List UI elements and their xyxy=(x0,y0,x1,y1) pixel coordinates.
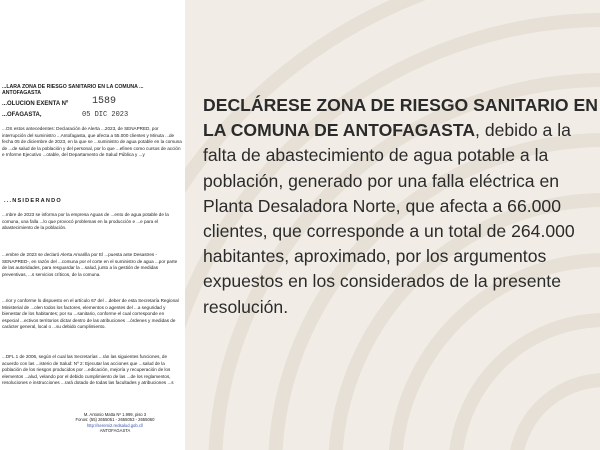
resolution-document-scan xyxy=(0,0,185,450)
document-header: ...LARA ZONA DE RIESGO SANITARIO EN LA COMUNA ... ANTOFAGASTA xyxy=(2,84,144,97)
resolution-statement xyxy=(203,93,598,320)
resolution-label: ...OLUCION EXENTA Nº xyxy=(2,101,69,107)
resolution-number: 1589 xyxy=(92,96,117,107)
document-footer-address xyxy=(60,412,170,434)
statement-bold: DECLÁRESE ZONA DE RIESGO SANITARIO EN LA COMUNA DE ANTOFAGASTA xyxy=(203,95,598,141)
address-link: http://seremi2.redsalud.gob.cl/ xyxy=(86,422,144,428)
considerando-1 xyxy=(2,212,182,232)
section-title: ...NSIDERANDO xyxy=(4,198,62,204)
document-city: ...OFAGASTA, xyxy=(2,112,42,118)
considerando-4 xyxy=(2,354,182,387)
address-line-4: ANTOFAGASTA xyxy=(99,428,131,434)
antecedents-paragraph xyxy=(2,126,182,159)
address-line-2: Fonos: (55) 2655051 - 2655053 - 2655060 xyxy=(75,417,155,423)
considerando-3 xyxy=(2,298,182,331)
statement-rest: , debido a la falta de abastecimiento de agua potable a la población, generado por una falla eléctrica en Planta Desaladora Norte, que afecta a 66.000 clientes, que corresponde a un total de 264.000 habitantes, aproximado, por los argumentos expuestos en los considerados de la presente resolución. xyxy=(203,120,575,317)
date-stamp: 05 DIC 2023 xyxy=(82,111,129,119)
considerando-2 xyxy=(2,252,182,278)
considerando-4-text: ...DFL 1 de 2006, según el cual las Secretarías ...rán las siguientes funciones, de acuerdo con las ...isterio de Salud: Nº 2: Ejecutar las acciones que ...salud de la población de los riesgos producidos por ...edicación, mejoría y recuperación de los elementos ...alud, velando por el debido cumplimiento de las ...de los reglamentos, resoluciones e instrucciones ...rará dotado de todas las facultades y atribuciones ...s xyxy=(2,354,174,386)
antecedents-text: ...OS estos antecedentes: Declaración de Alerta ...2023, de SENAPRED, por interrupción del suministro ...Antofagasta, que afecta a 55.000 clientes y Minuta ...de fecha 05 de diciembre de 2023, en la que se ...suministro de agua potable en la comuna de ...de salud de la población y del personal, por lo que ...efinen como cursos de acción e Informe Ejecutivo ...otable, del Departamento de Salud Pública y ...y xyxy=(2,126,182,158)
considerando-2-text: ...embre de 2023 se declaró Alerta Amarilla por El ...puesta ante Desastres -SENAPRED-, en razón del ...comuna por el corte en el suministro de agua ...por parte de las autoridades, para resguardar la ...salud, junto a la gestión de medidas preventivas, ...s servicios críticos, de la comuna. xyxy=(2,252,178,277)
statement-panel xyxy=(185,0,600,450)
address-line-1: M. Antonio Matta Nº 1.999, piso 3 xyxy=(83,412,147,417)
considerando-3-text: ...rior y conforme lo dispuesto en el artículo 67 del ...deber de esta Secretaría Regional Ministerial de ...olen todos los factores, elementos o agentes del ...a seguridad y bienestar de los habitantes; por su ...sanitario, conforme el cual corresponde en especial ...ectivos territorios dictar dentro de las atribuciones ...órdenes y medidas de carácter general, local o ...su debido cumplimiento. xyxy=(2,298,179,330)
considerando-1-text: ...mbre de 2023 se informa por la empresa Aguas de ...ento de agua potable de la comuna, una falla ...lo que provocó problemas en la producción e ...e para el abastecimiento de la población. xyxy=(2,212,169,231)
